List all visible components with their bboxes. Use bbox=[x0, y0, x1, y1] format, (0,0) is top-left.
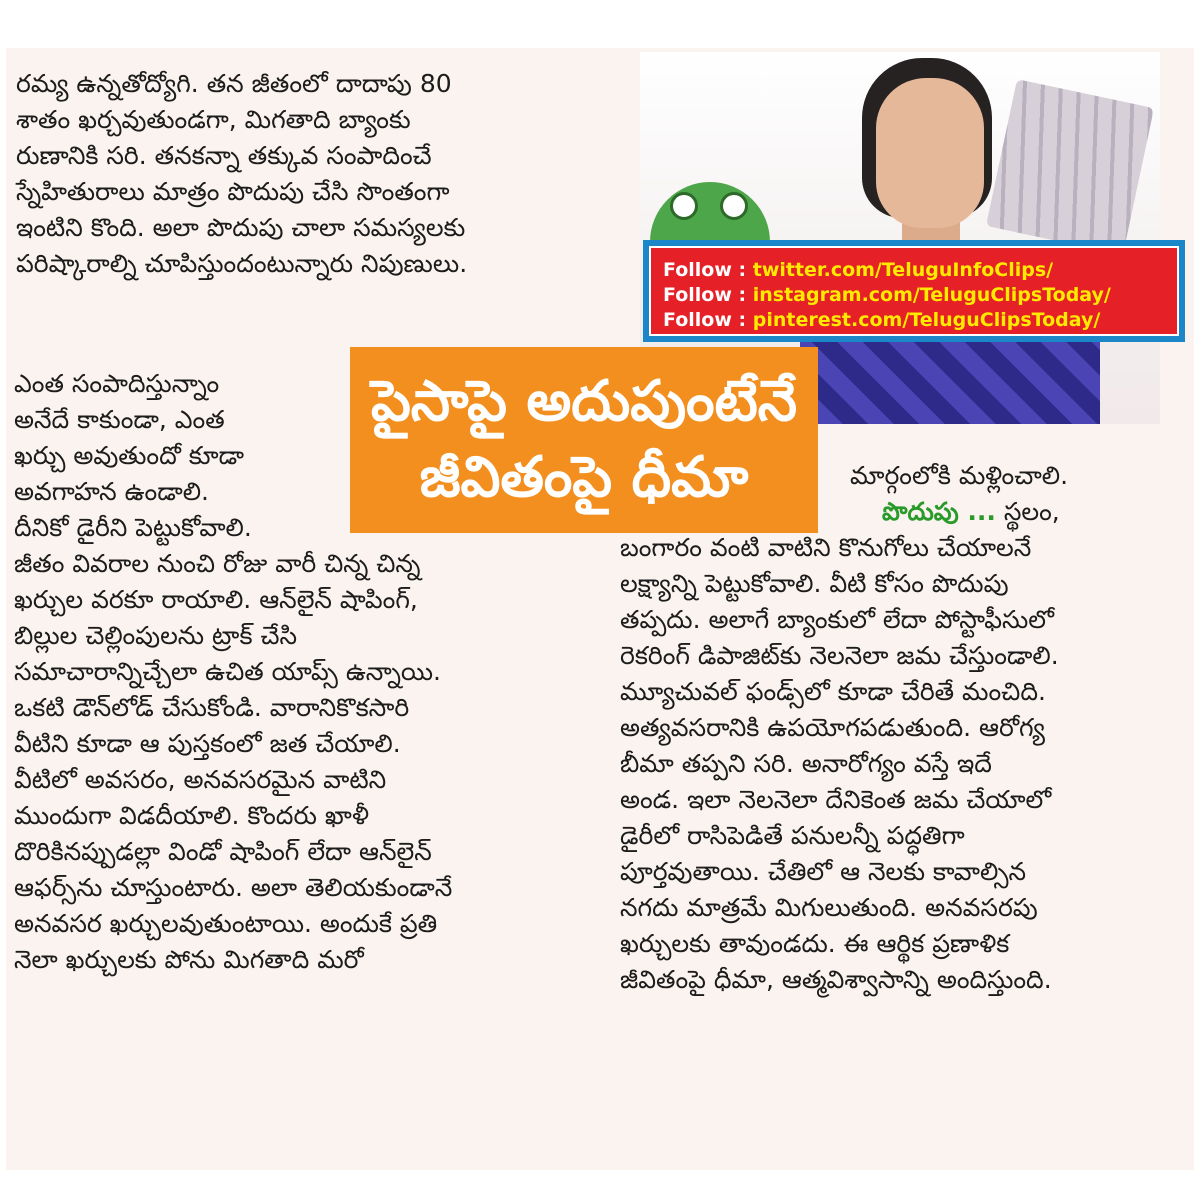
follow-prefix: Follow : bbox=[663, 284, 753, 306]
left-line: ఖర్చుల వరకూ రాయాలి. ఆన్‌లైన్ షాపింగ్, bbox=[14, 585, 418, 614]
right-column bbox=[620, 458, 1068, 998]
left-line: దొరికినప్పుడల్లా విండో షాపింగ్ లేదా ఆన్‌లైన్ bbox=[14, 837, 432, 866]
left-line: సమాచారాన్నిచ్చేలా ఉచిత యాప్స్ ఉన్నాయి. bbox=[14, 657, 441, 686]
right-line: పూర్తవుతాయి. చేతిలో ఆ నెలకు కావాల్సిన bbox=[620, 857, 1027, 886]
left-line: జీతం వివరాల నుంచి రోజు వారీ చిన్న చిన్న bbox=[14, 549, 421, 578]
follow-instagram[interactable] bbox=[663, 283, 1165, 308]
intro-line: రమ్య ఉన్నతోద్యోగి. తన జీతంలో దాదాపు 80 bbox=[16, 69, 452, 98]
social-follow-inner bbox=[649, 246, 1179, 336]
headline-line-1: పైసాపై అదుపుంటేనే bbox=[370, 369, 798, 434]
left-line: వీటిలో అవసరం, అనవసరమైన వాటిని bbox=[14, 765, 387, 794]
right-line: రెకరింగ్ డిపాజిట్‌కు నెలనెలా జమ చేస్తుండాలి. bbox=[620, 641, 1059, 670]
right-line: ఖర్చులకు తావుండదు. ఈ ఆర్థిక ప్రణాళిక bbox=[620, 929, 1010, 958]
piggy-eye-icon bbox=[720, 192, 748, 220]
follow-prefix: Follow : bbox=[663, 309, 753, 331]
face-shape bbox=[876, 78, 984, 228]
instagram-link[interactable]: instagram.com/TeluguClipsToday/ bbox=[752, 284, 1111, 306]
right-line: డైరీలో రాసిపెడితే పనులన్నీ పద్ధతిగా bbox=[620, 821, 965, 850]
pinterest-link[interactable]: pinterest.com/TeluguClipsToday/ bbox=[752, 309, 1101, 331]
left-line: ఖర్చు అవుతుందో కూడా bbox=[14, 441, 245, 470]
left-line: వీటిని కూడా ఆ పుస్తకంలో జత చేయాలి. bbox=[14, 729, 401, 758]
follow-prefix: Follow : bbox=[663, 259, 753, 281]
right-line: నగదు మాత్రమే మిగులుతుంది. అనవసరపు bbox=[620, 893, 1038, 922]
left-line: నెలా ఖర్చులకు పోను మిగతాది మరో bbox=[14, 945, 364, 974]
left-line: ఒకటి డౌన్‌లోడ్ చేసుకోండి. వారానికొకసారి bbox=[14, 693, 410, 722]
left-line: ఎంత సంపాదిస్తున్నాం bbox=[14, 369, 220, 398]
twitter-link[interactable]: twitter.com/TeluguInfoClips/ bbox=[752, 259, 1054, 281]
left-line: ఆఫర్స్‌ను చూస్తుంటారు. అలా తెలియకుండానే bbox=[14, 873, 453, 902]
lead-rest: స్థలం, bbox=[995, 497, 1060, 526]
right-lead-line bbox=[620, 494, 1068, 530]
right-line: జీవితంపై ధీమా, ఆత్మవిశ్వాసాన్ని అందిస్తుంది. bbox=[620, 965, 1052, 994]
right-line: బీమా తప్పని సరి. అనారోగ్యం వస్తే ఇదే bbox=[620, 749, 992, 778]
left-line: అనేదే కాకుండా, ఎంత bbox=[14, 405, 225, 434]
intro-line: పరిష్కారాల్ని చూపిస్తుందంటున్నారు నిపుణులు. bbox=[16, 249, 468, 278]
intro-line: ఇంటిని కొంది. అలా పొదుపు చాలా సమస్యలకు bbox=[16, 213, 466, 242]
intro-line: స్నేహితురాలు మాత్రం పొదుపు చేసి సొంతంగా bbox=[16, 177, 450, 206]
left-line: ముందుగా విడదీయాలి. కొందరు ఖాళీ bbox=[14, 801, 369, 830]
follow-pinterest[interactable] bbox=[663, 308, 1165, 333]
lead-word: పొదుపు ... bbox=[882, 497, 996, 526]
social-follow-banner bbox=[643, 240, 1185, 342]
follow-twitter[interactable] bbox=[663, 258, 1165, 283]
right-line: లక్ష్యాన్ని పెట్టుకోవాలి. వీటి కోసం పొదుపు bbox=[620, 569, 1009, 598]
left-line: అవగాహన ఉండాలి. bbox=[14, 477, 209, 506]
intro-line: రుణానికి సరి. తనకన్నా తక్కువ సంపాదించే bbox=[16, 141, 432, 170]
right-line: తప్పదు. అలాగే బ్యాంకులో లేదా పోస్టాఫీసులో bbox=[620, 605, 1054, 634]
right-line: అండ. ఇలా నెలనెలా దేనికెంత జమ చేయాలో bbox=[620, 785, 1052, 814]
left-column bbox=[14, 366, 452, 978]
intro-paragraph bbox=[16, 66, 467, 282]
right-first-line: మార్గంలోకి మళ్లించాలి. bbox=[850, 461, 1069, 490]
intro-line: శాతం ఖర్చవుతుండగా, మిగతాది బ్యాంకు bbox=[16, 105, 411, 134]
right-line: మ్యూచువల్ ఫండ్స్‌లో కూడా చేరితే మంచిది. bbox=[620, 677, 1046, 706]
left-line: అనవసర ఖర్చులవుతుంటాయి. అందుకే ప్రతి bbox=[14, 909, 438, 938]
right-line: బంగారం వంటి వాటిని కొనుగోలు చేయాలనే bbox=[620, 533, 1032, 562]
right-line: అత్యవసరానికి ఉపయోగపడుతుంది. ఆరోగ్య bbox=[620, 713, 1045, 742]
left-line: బిల్లుల చెల్లింపులను ట్రాక్ చేసి bbox=[14, 621, 297, 650]
left-line: దీనికో డైరీని పెట్టుకోవాలి. bbox=[14, 513, 252, 542]
currency-notes-icon bbox=[986, 79, 1154, 255]
headline-line-2: జీవితంపై ధీమా bbox=[419, 445, 749, 510]
piggy-eye-icon bbox=[670, 192, 698, 220]
